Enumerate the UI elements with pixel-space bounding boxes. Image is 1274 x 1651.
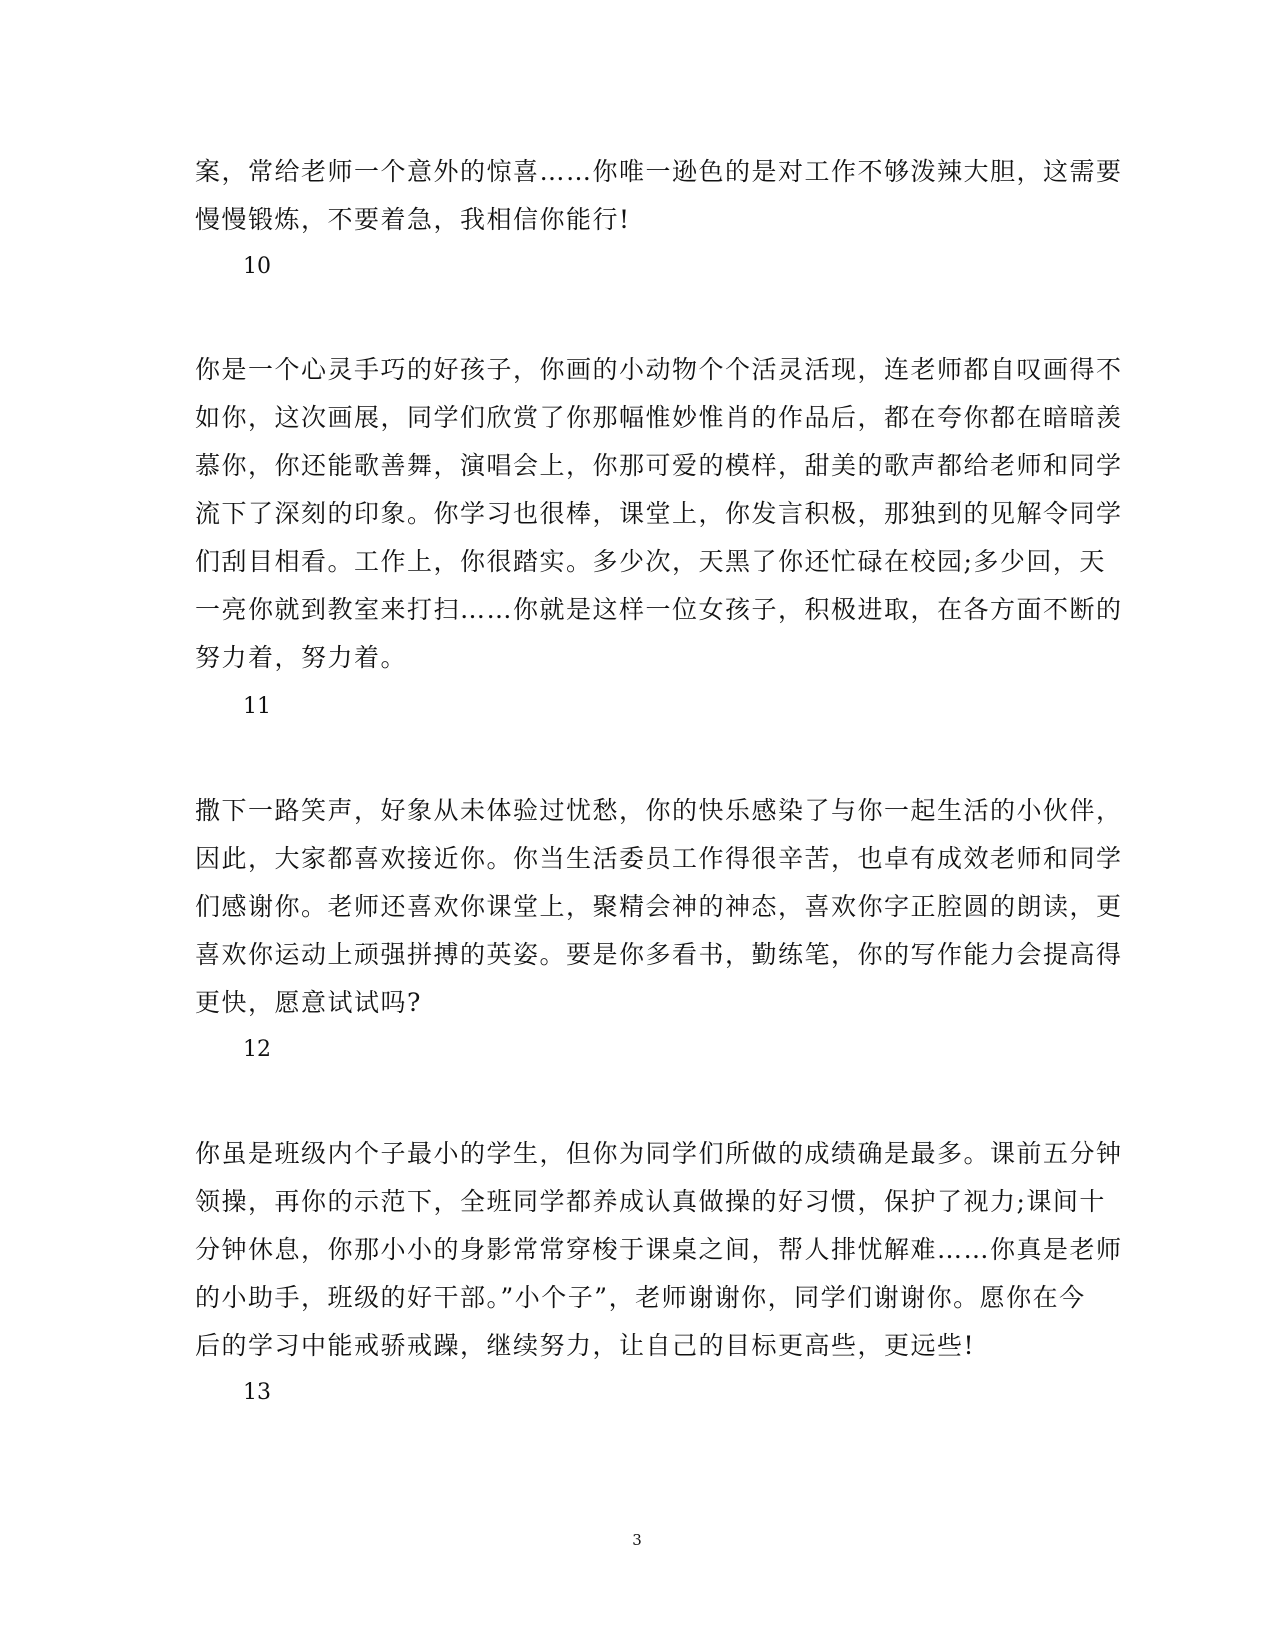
text-line: 你是一个心灵手巧的好孩子，你画的小动物个个活灵活现，连老师都自叹画得不 xyxy=(195,355,1123,384)
text-line: 一亮你就到教室来打扫……你就是这样一位女孩子，积极进取，在各方面不断的 xyxy=(195,595,1123,624)
paragraph xyxy=(195,1130,1123,1370)
text-line: 们刮目相看。工作上，你很踏实。多少次，天黑了你还忙碌在校园;多少回，天 xyxy=(195,547,1106,576)
text-line: 慕你，你还能歌善舞，演唱会上，你那可爱的模样，甜美的歌声都给老师和同学 xyxy=(195,451,1123,480)
text-line: 因此，大家都喜欢接近你。你当生活委员工作得很辛苦，也卓有成效老师和同学 xyxy=(195,844,1123,873)
text-line: 们感谢你。老师还喜欢你课堂上，聚精会神的神态，喜欢你字正腔圆的朗读，更 xyxy=(195,892,1123,921)
page-number: 3 xyxy=(632,1531,642,1549)
text-line: 后的学习中能戒骄戒躁，继续努力，让自己的目标更高些，更远些! xyxy=(195,1331,976,1360)
section-number: 11 xyxy=(243,694,271,719)
text-line: 你虽是班级内个子最小的学生，但你为同学们所做的成绩确是最多。课前五分钟 xyxy=(195,1139,1123,1168)
text-line: 撒下一路笑声，好象从未体验过忧愁，你的快乐感染了与你一起生活的小伙伴， xyxy=(195,796,1123,825)
text-line: 的小助手，班级的好干部。”小个子”，老师谢谢你，同学们谢谢你。愿你在今 xyxy=(195,1283,1086,1312)
text-line: 如你，这次画展，同学们欣赏了你那幅惟妙惟肖的作品后，都在夸你都在暗暗羡 xyxy=(195,403,1123,432)
text-line: 更快，愿意试试吗? xyxy=(195,988,422,1017)
text-line: 案，常给老师一个意外的惊喜……你唯一逊色的是对工作不够泼辣大胆，这需要 xyxy=(195,157,1123,186)
text-line: 领操，再你的示范下，全班同学都养成认真做操的好习惯，保护了视力;课间十 xyxy=(195,1187,1106,1216)
section-number: 13 xyxy=(243,1380,271,1405)
paragraph xyxy=(195,346,1123,682)
paragraph xyxy=(195,787,1123,1027)
text-line: 分钟休息，你那小小的身影常常穿梭于课桌之间，帮人排忧解难……你真是老师 xyxy=(195,1235,1123,1264)
paragraph-continued xyxy=(195,148,1123,244)
section-number: 12 xyxy=(243,1037,271,1062)
text-line: 努力着，努力着。 xyxy=(195,643,408,672)
section-number: 10 xyxy=(243,254,271,279)
text-line: 流下了深刻的印象。你学习也很棒，课堂上，你发言积极，那独到的见解令同学 xyxy=(195,499,1123,528)
text-line: 喜欢你运动上顽强拼搏的英姿。要是你多看书，勤练笔，你的写作能力会提高得 xyxy=(195,940,1123,969)
text-line: 慢慢锻炼，不要着急，我相信你能行! xyxy=(195,205,631,234)
